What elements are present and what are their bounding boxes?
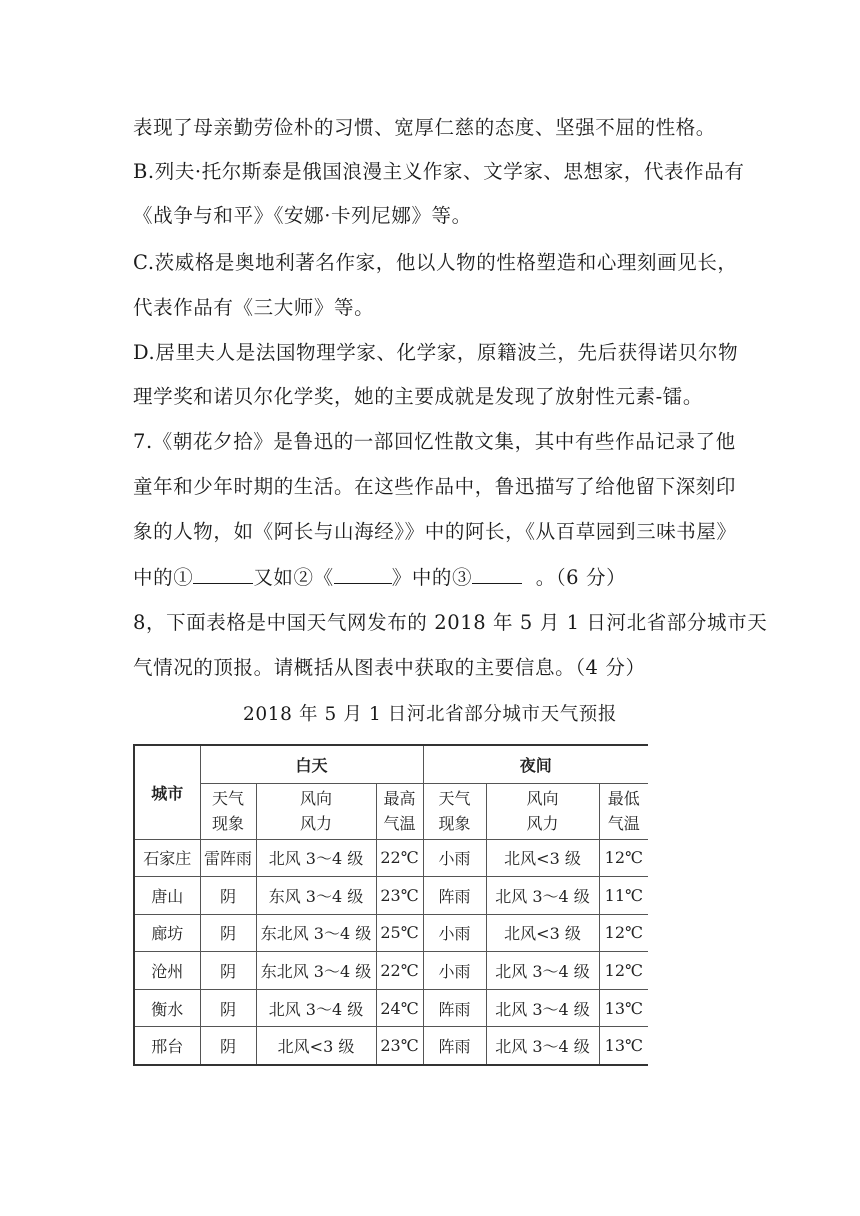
option-d-line-2: 理学奖和诺贝尔化学奖，她的主要成就是发现了放射性元素-镭。 [133,385,703,408]
min-temp-header: 最低 气温 [599,783,648,839]
night-wind-header: 风向 风力 [486,783,599,839]
min-temp-cell: 11℃ [599,877,648,915]
fill-text-1: 中的① [133,566,194,589]
max-temp-cell: 24℃ [376,989,423,1027]
night-wind-cell: 北风 3～4 级 [486,1027,599,1065]
option-c-line-2: 代表作品有《三大师》等。 [133,296,375,319]
max-temp-cell: 25℃ [376,914,423,952]
day-wind-cell: 东风 3～4 级 [256,877,376,915]
night-wind-cell: 北风<3 级 [486,839,599,877]
city-cell: 唐山 [134,877,200,915]
question-7-fill-line [133,565,626,590]
city-cell: 邢台 [134,1027,200,1065]
answer-blank-3[interactable] [472,565,522,584]
min-temp-cell: 13℃ [599,989,648,1027]
max-temp-cell: 23℃ [376,1027,423,1065]
table-caption: 2018 年 5 月 1 日河北省部分城市天气预报 [242,704,618,725]
day-weather-cell: 阴 [200,1027,256,1065]
table-header-row-1 [134,745,648,783]
day-wind-cell: 北风 3～4 级 [256,839,376,877]
city-cell: 衡水 [134,989,200,1027]
city-cell: 廊坊 [134,914,200,952]
table-row [134,877,648,915]
text-line-1: 表现了母亲勤劳俭朴的习惯、宽厚仁慈的态度、坚强不屈的性格。 [133,116,716,139]
night-header: 夜间 [423,745,648,783]
min-temp-cell: 12℃ [599,952,648,990]
min-temp-cell: 12℃ [599,839,648,877]
fill-text-2: 又如②《 [253,566,334,589]
max-temp-cell: 22℃ [376,952,423,990]
question-8-line-2: 气情况的顶报。请概括从图表中获取的主要信息。（4 分） [133,656,646,679]
day-wind-cell: 北风 3～4 级 [256,989,376,1027]
day-wind-header: 风向 风力 [256,783,376,839]
day-weather-header: 天气 现象 [200,783,256,839]
option-c-line-1: C.茨威格是奥地利著名作家，他以人物的性格塑造和心理刻画见长， [133,251,738,274]
min-temp-cell: 13℃ [599,1027,648,1065]
answer-blank-1[interactable] [193,565,253,584]
weather-table [133,744,648,1066]
night-weather-header: 天气 现象 [423,783,486,839]
night-weather-cell: 小雨 [423,952,486,990]
table-header-row-2 [134,783,648,839]
night-weather-cell: 阵雨 [423,1027,486,1065]
city-cell: 石家庄 [134,839,200,877]
fill-text-4: 。（6 分） [535,566,627,589]
day-header: 白天 [200,745,423,783]
day-weather-cell: 阴 [200,877,256,915]
day-wind-cell: 东北风 3～4 级 [256,952,376,990]
day-weather-cell: 阴 [200,989,256,1027]
min-temp-cell: 12℃ [599,914,648,952]
night-weather-cell: 小雨 [423,914,486,952]
night-wind-cell: 北风 3～4 级 [486,877,599,915]
day-weather-cell: 阴 [200,914,256,952]
table-row [134,989,648,1027]
answer-blank-2[interactable] [334,565,392,584]
day-weather-cell: 雷阵雨 [200,839,256,877]
day-wind-cell: 东北风 3～4 级 [256,914,376,952]
day-weather-cell: 阴 [200,952,256,990]
night-weather-cell: 阵雨 [423,877,486,915]
table-row [134,839,648,877]
night-wind-cell: 北风 3～4 级 [486,989,599,1027]
city-header: 城市 [134,745,200,839]
night-weather-cell: 小雨 [423,839,486,877]
night-wind-cell: 北风<3 级 [486,914,599,952]
question-7-line-2: 童年和少年时期的生活。在这些作品中，鲁迅描写了给他留下深刻印 [133,475,737,498]
table-row [134,914,648,952]
option-b-line-1: B.列夫·托尔斯泰是俄国浪漫主义作家、文学家、思想家，代表作品有 [133,160,745,183]
table-row [134,1027,648,1065]
night-weather-cell: 阵雨 [423,989,486,1027]
question-7-line-1: 7.《朝花夕拾》是鲁迅的一部回忆性散文集，其中有些作品记录了他 [133,430,736,453]
question-7-line-3: 象的人物，如《阿长与山海经》》中的阿长，《从百草园到三味书屋》 [133,520,737,543]
day-wind-cell: 北风<3 级 [256,1027,376,1065]
max-temp-header: 最高 气温 [376,783,423,839]
option-d-line-1: D.居里夫人是法国物理学家、化学家，原籍波兰，先后获得诺贝尔物 [133,341,739,364]
max-temp-cell: 22℃ [376,839,423,877]
fill-text-3: 》中的③ [391,566,473,589]
night-wind-cell: 北风 3～4 级 [486,952,599,990]
max-temp-cell: 23℃ [376,877,423,915]
question-8-line-1: 8，下面表格是中国天气网发布的 2018 年 5 月 1 日河北省部分城市天 [133,611,768,634]
table-row [134,952,648,990]
option-b-line-2: 《战争与和平》《安娜·卡列尼娜》等。 [133,204,472,227]
city-cell: 沧州 [134,952,200,990]
